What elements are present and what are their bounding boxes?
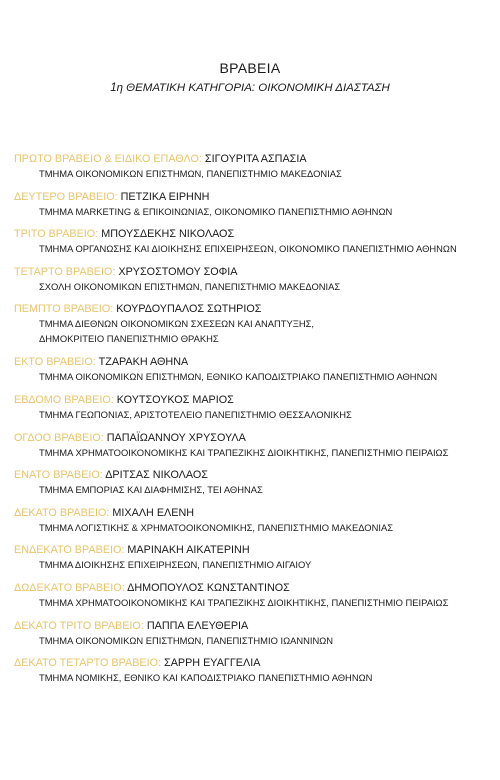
winner-name: ΠΕΤΖΙΚΑ ΕΙΡΗΝΗ	[120, 190, 210, 203]
award-item	[14, 265, 494, 303]
school-affiliation: ΤΜΗΜΑ ΓΕΩΠΟΝΙΑΣ, ΑΡΙΣΤΟΤΕΛΕΙΟ ΠΑΝΕΠΙΣΤΗΜΙΟ ΘΕΣΣΑΛΟΝΙΚΗΣ	[39, 408, 352, 420]
award-item	[14, 393, 494, 431]
school-affiliation: ΣΧΟΛΗ ΟΙΚΟΝΟΜΙΚΩΝ ΕΠΙΣΤΗΜΩΝ, ΠΑΝΕΠΙΣΤΗΜΙΟ ΜΑΚΕΔΟΝΙΑΣ	[39, 280, 341, 292]
prize-label: ΤΕΤΑΡΤΟ ΒΡΑΒΕΙΟ:	[14, 265, 116, 278]
prize-label: ΠΕΜΠΤΟ ΒΡΑΒΕΙΟ:	[14, 303, 114, 316]
winner-name: ΜΙΧΑΛΗ ΕΛΕΝΗ	[112, 506, 195, 519]
award-heading	[14, 302, 494, 316]
school-affiliation: ΔΗΜΟΚΡΙΤΕΙΟ ΠΑΝΕΠΙΣΤΗΜΙΟ ΘΡΑΚΗΣ	[39, 333, 219, 345]
school-affiliation: ΤΜΗΜΑ ΧΡΗΜΑΤΟΟΙΚΟΝΟΜΙΚΗΣ ΚΑΙ ΤΡΑΠΕΖΙΚΗΣ ΔΙΟΙΚΗΤΙΚΗΣ, ΠΑΝΕΠΙΣΤΗΜΙΟ ΠΕΙΡΑΙΩΣ	[39, 596, 449, 608]
school-affiliation: ΤΜΗΜΑ ΟΡΓΑΝΩΣΗΣ ΚΑΙ ΔΙΟΙΚΗΣΗΣ ΕΠΙΧΕΙΡΗΣΕΩΝ, ΟΙΚΟΝΟΜΙΚΟ ΠΑΝΕΠΙΣΤΗΜΙΟ ΑΘΗΝΩΝ	[39, 243, 457, 255]
winner-name: ΔΡΙΤΣΑΣ ΝΙΚΟΛΑΟΣ	[105, 469, 208, 482]
prize-label: ΕΚΤΟ ΒΡΑΒΕΙΟ:	[14, 356, 96, 369]
page-title: ΒΡΑΒΕΙΑ	[219, 60, 281, 76]
award-heading	[14, 506, 494, 520]
prize-label: ΕΝΔΕΚΑΤΟ ΒΡΑΒΕΙΟ:	[14, 544, 125, 557]
winner-name: ΣΑΡΡΗ ΕΥΑΓΓΕΛΙΑ	[164, 657, 261, 670]
award-heading	[14, 152, 494, 166]
award-heading	[14, 355, 494, 369]
winner-name: ΤΖΑΡΑΚΗ ΑΘΗΝΑ	[98, 356, 189, 369]
award-item	[14, 543, 494, 581]
school-affiliation: ΤΜΗΜΑ ΔΙΕΘΝΩΝ ΟΙΚΟΝΟΜΙΚΩΝ ΣΧΕΣΕΩΝ ΚΑΙ ΑΝΑΠΤΥΞΗΣ,	[39, 318, 314, 330]
award-item	[14, 431, 494, 469]
award-heading	[14, 393, 494, 407]
prize-label: ΔΕΚΑΤΟ ΤΕΤΑΡΤΟ ΒΡΑΒΕΙΟ:	[14, 657, 162, 670]
school-affiliation: ΤΜΗΜΑ ΟΙΚΟΝΟΜΙΚΩΝ ΕΠΙΣΤΗΜΩΝ, ΕΘΝΙΚΟ ΚΑΠΟΔΙΣΤΡΙΑΚΟ ΠΑΝΕΠΙΣΤΗΜΙΟ ΑΘΗΝΩΝ	[39, 371, 438, 383]
award-item	[14, 355, 494, 393]
prize-label: ΕΒΔΟΜΟ ΒΡΑΒΕΙΟ:	[14, 393, 114, 406]
school-affiliation: ΤΜΗΜΑ ΔΙΟΙΚΗΣΗΣ ΕΠΙΧΕΙΡΗΣΕΩΝ, ΠΑΝΕΠΙΣΤΗΜΙΟ ΑΙΓΑΙΟΥ	[39, 559, 312, 571]
award-heading	[14, 227, 494, 241]
awards-list	[14, 152, 494, 694]
prize-label: ΟΓΔΟΟ ΒΡΑΒΕΙΟ:	[14, 431, 104, 444]
winner-name: ΠΑΠΠΑ ΕΛΕΥΘΕΡΙΑ	[146, 619, 249, 632]
award-item	[14, 468, 494, 506]
school-affiliation: ΤΜΗΜΑ ΟΙΚΟΝΟΜΙΚΩΝ ΕΠΙΣΤΗΜΩΝ, ΠΑΝΕΠΙΣΤΗΜΙΟ ΙΩΑΝΝΙΝΩΝ	[39, 634, 334, 646]
winner-name: ΔΗΜΟΠΟΥΛΟΣ ΚΩΝΣΤΑΝΤΙΝΟΣ	[127, 581, 290, 594]
prize-label: ΔΕΥΤΕΡΟ ΒΡΑΒΕΙΟ:	[14, 190, 118, 203]
school-affiliation: ΤΜΗΜΑ ΝΟΜΙΚΗΣ, ΕΘΝΙΚΟ ΚΑΙ ΚΑΠΟΔΙΣΤΡΙΑΚΟ ΠΑΝΕΠΙΣΤΗΜΙΟ ΑΘΗΝΩΝ	[39, 672, 373, 684]
page-subtitle: 1η ΘΕΜΑΤΙΚΗ ΚΑΤΗΓΟΡΙΑ: ΟΙΚΟΝΟΜΙΚΗ ΔΙΑΣΤΑΣΗ	[110, 82, 390, 94]
prize-label: ΤΡΙΤΟ ΒΡΑΒΕΙΟ:	[14, 228, 99, 241]
award-heading	[14, 656, 494, 670]
award-heading	[14, 190, 494, 204]
award-heading	[14, 543, 494, 557]
award-heading	[14, 265, 494, 279]
award-item	[14, 581, 494, 619]
award-item	[14, 656, 494, 694]
prize-label: ΕΝΑΤΟ ΒΡΑΒΕΙΟ:	[14, 469, 103, 482]
award-heading	[14, 431, 494, 445]
award-heading	[14, 581, 494, 595]
prize-label: ΔΕΚΑΤΟ ΤΡΙΤΟ ΒΡΑΒΕΙΟ:	[14, 619, 144, 632]
winner-name: ΧΡΥΣΟΣΤΟΜΟΥ ΣΟΦΙΑ	[118, 265, 238, 278]
winner-name: ΚΟΥΤΣΟΥΚΟΣ ΜΑΡΙΟΣ	[116, 393, 234, 406]
award-item	[14, 619, 494, 657]
prize-label: ΔΕΚΑΤΟ ΒΡΑΒΕΙΟ:	[14, 506, 110, 519]
school-affiliation: ΤΜΗΜΑ ΕΜΠΟΡΙΑΣ ΚΑΙ ΔΙΑΦΗΜΙΣΗΣ, ΤΕΙ ΑΘΗΝΑΣ	[39, 484, 263, 496]
award-item	[14, 152, 494, 190]
prize-label: ΠΡΩΤΟ ΒΡΑΒΕΙΟ & ΕΙΔΙΚΟ ΕΠΑΘΛΟ:	[14, 153, 202, 165]
award-item	[14, 302, 494, 355]
winner-name: ΠΑΠΑΪΩΑΝΝΟΥ ΧΡΥΣΟΥΛΑ	[106, 431, 246, 444]
winner-name: ΜΑΡΙΝΑΚΗ ΑΙΚΑΤΕΡΙΝΗ	[127, 544, 250, 557]
award-item	[14, 506, 494, 544]
winner-name: ΣΙΓΟΥΡΙΤΑ ΑΣΠΑΣΙΑ	[204, 153, 307, 165]
award-heading	[14, 619, 494, 633]
winner-name: ΜΠΟΥΣΔΕΚΗΣ ΝΙΚΟΛΑΟΣ	[101, 228, 235, 241]
prize-label: ΔΩΔΕΚΑΤΟ ΒΡΑΒΕΙΟ:	[14, 581, 125, 594]
award-heading	[14, 468, 494, 482]
school-affiliation: ΤΜΗΜΑ ΛΟΓΙΣΤΙΚΗΣ & ΧΡΗΜΑΤΟΟΙΚΟΝΟΜΙΚΗΣ, ΠΑΝΕΠΙΣΤΗΜΙΟ ΜΑΚΕΔΟΝΙΑΣ	[39, 521, 393, 533]
award-item	[14, 190, 494, 228]
award-item	[14, 227, 494, 265]
school-affiliation: ΤΜΗΜΑ ΟΙΚΟΝΟΜΙΚΩΝ ΕΠΙΣΤΗΜΩΝ, ΠΑΝΕΠΙΣΤΗΜΙΟ ΜΑΚΕΔΟΝΙΑΣ	[39, 168, 342, 179]
school-affiliation: ΤΜΗΜΑ MARKETING & ΕΠΙΚΟΙΝΩΝΙΑΣ, ΟΙΚΟΝΟΜΙΚΟ ΠΑΝΕΠΙΣΤΗΜΙΟ ΑΘΗΝΩΝ	[39, 205, 393, 217]
school-affiliation: ΤΜΗΜΑ ΧΡΗΜΑΤΟΟΙΚΟΝΟΜΙΚΗΣ ΚΑΙ ΤΡΑΠΕΖΙΚΗΣ ΔΙΟΙΚΗΤΙΚΗΣ, ΠΑΝΕΠΙΣΤΗΜΙΟ ΠΕΙΡΑΙΩΣ	[39, 446, 449, 458]
winner-name: ΚΟΥΡΔΟΥΠΑΛΟΣ ΣΩΤΗΡΙΟΣ	[116, 303, 262, 316]
